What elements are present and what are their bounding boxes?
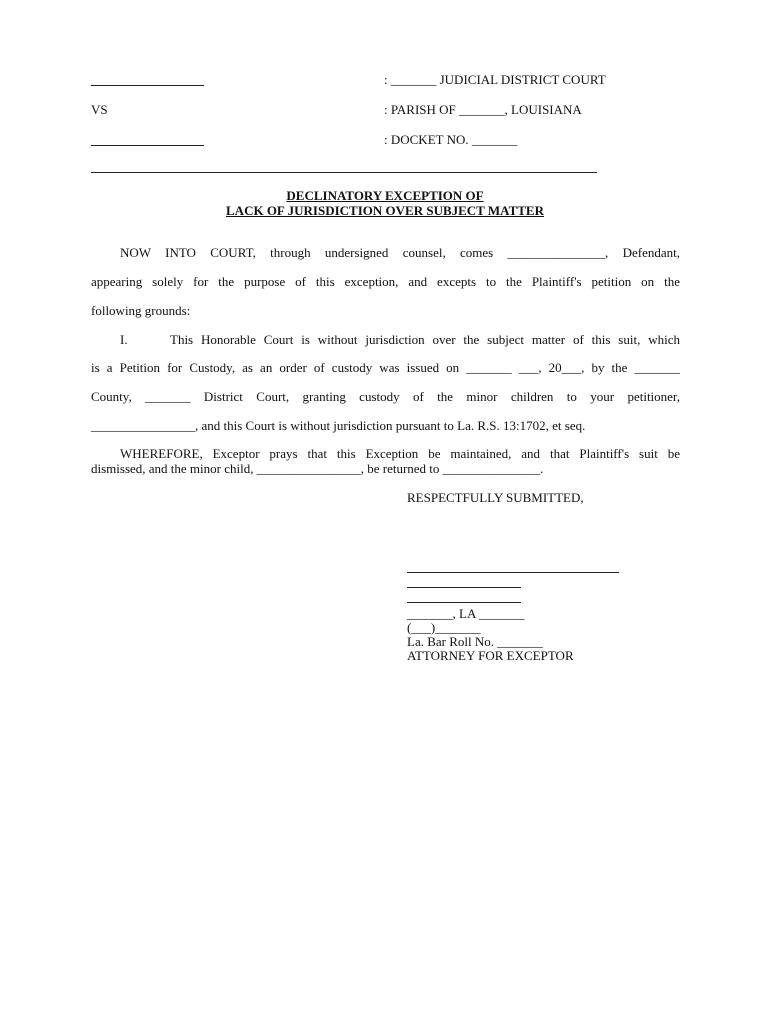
ground-number: I. xyxy=(120,332,128,347)
intro-line-2: appearing solely for the purpose of this exception, and excepts to the Plaintiff's petition on the xyxy=(91,274,680,289)
phone-number: (___)_______ xyxy=(407,620,481,635)
attorney-for-exceptor: ATTORNEY FOR EXCEPTOR xyxy=(407,648,574,663)
attorney-name-line xyxy=(407,587,521,588)
court-name: : _______ JUDICIAL DISTRICT COURT xyxy=(384,72,606,87)
document-title-line1: DECLINATORY EXCEPTION OF xyxy=(286,188,484,203)
docket-number: : DOCKET NO. _______ xyxy=(384,132,518,147)
respectfully-submitted: RESPECTFULLY SUBMITTED, xyxy=(407,490,584,505)
wherefore-line-2: dismissed, and the minor child, ________________, be returned to _______________. xyxy=(91,461,544,476)
ground-line-2: is a Petition for Custody, as an order of custody was issued on _______ ___, 20___, by the _______ xyxy=(91,360,680,375)
document-title-line2: LACK OF JURISDICTION OVER SUBJECT MATTER xyxy=(226,203,544,218)
defendant-name-blank xyxy=(91,145,204,146)
intro-line-3: following grounds: xyxy=(91,303,191,318)
wherefore-line-1: WHEREFORE, Exceptor prays that this Exception be maintained, and that Plaintiff's suit be xyxy=(120,446,680,461)
ground-line-3: County, _______ District Court, granting custody of the minor children to your petitioner, xyxy=(91,389,680,404)
versus-label: VS xyxy=(91,102,108,117)
bar-roll-number: La. Bar Roll No. _______ xyxy=(407,634,543,649)
ground-line-1: This Honorable Court is without jurisdiction over the subject matter of this suit, which xyxy=(170,332,680,347)
city-state-zip: _______, LA _______ xyxy=(407,606,525,621)
parish-line: : PARISH OF _______, LOUISIANA xyxy=(384,102,582,117)
plaintiff-name-blank xyxy=(91,85,204,86)
ground-line-4: ________________, and this Court is without jurisdiction pursuant to La. R.S. 13:1702, et seq. xyxy=(91,418,586,433)
address-line xyxy=(407,602,521,603)
caption-divider xyxy=(91,172,597,173)
intro-line-1: NOW INTO COURT, through undersigned counsel, comes _______________, Defendant, xyxy=(120,245,680,260)
signature-line xyxy=(407,572,619,573)
